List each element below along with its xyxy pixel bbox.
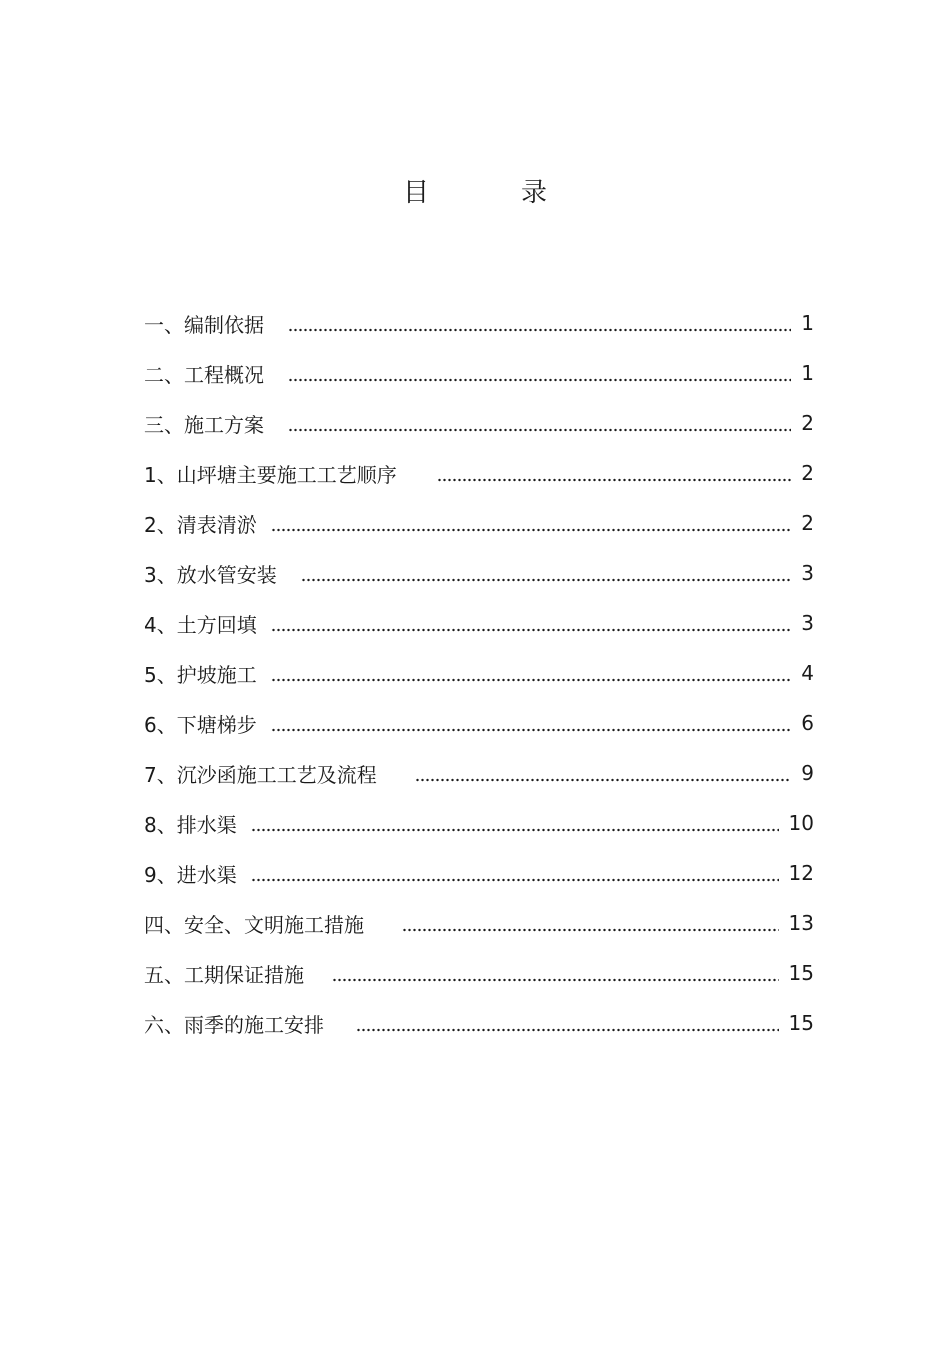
toc-entry-rainy-season[interactable] xyxy=(144,998,814,1048)
toc-leader-dots xyxy=(271,713,792,733)
toc-entry-label: 6、下塘梯步 xyxy=(144,712,257,737)
toc-entry-page: 1 xyxy=(801,361,814,385)
title-char-right: 录 xyxy=(521,178,548,208)
toc-entry-sediment-culvert[interactable] xyxy=(144,748,814,798)
toc-leader-dots xyxy=(288,413,791,433)
toc-leader-dots xyxy=(288,313,791,333)
toc-entry-clearing-dredging[interactable] xyxy=(144,498,814,548)
toc-leader-dots xyxy=(288,363,791,383)
toc-entry-label: 8、排水渠 xyxy=(144,812,237,837)
toc-leader-dots xyxy=(356,1013,779,1033)
toc-leader-dots xyxy=(251,813,779,833)
toc-entry-label: 四、安全、文明施工措施 xyxy=(144,912,364,937)
toc-entry-drainage-channel[interactable] xyxy=(144,798,814,848)
toc-leader-dots xyxy=(415,763,792,783)
toc-entry-page: 12 xyxy=(788,861,814,885)
toc-leader-dots xyxy=(402,913,779,933)
toc-entry-page: 4 xyxy=(801,661,814,685)
toc-entry-page: 2 xyxy=(801,461,814,485)
toc-entry-label: 一、编制依据 xyxy=(144,312,264,337)
toc-entry-label: 三、施工方案 xyxy=(144,412,264,437)
toc-leader-dots xyxy=(271,613,792,633)
toc-leader-dots xyxy=(271,513,792,533)
toc-entry-page: 9 xyxy=(801,761,814,785)
toc-entry-label: 六、雨季的施工安排 xyxy=(144,1012,324,1037)
toc-entry-label: 二、工程概况 xyxy=(144,362,264,387)
toc-entry-page: 10 xyxy=(788,811,814,835)
table-of-contents xyxy=(144,298,814,1048)
toc-entry-project-overview[interactable] xyxy=(144,348,814,398)
toc-entry-slope-protection[interactable] xyxy=(144,648,814,698)
toc-entry-page: 2 xyxy=(801,411,814,435)
toc-entry-page: 1 xyxy=(801,311,814,335)
toc-entry-page: 15 xyxy=(788,961,814,985)
title-char-left: 目 xyxy=(402,178,429,208)
toc-entry-pond-steps[interactable] xyxy=(144,698,814,748)
page-title xyxy=(0,176,950,210)
toc-leader-dots xyxy=(271,663,792,683)
toc-entry-label: 1、山坪塘主要施工工艺顺序 xyxy=(144,462,397,487)
toc-leader-dots xyxy=(437,463,792,483)
toc-entry-label: 3、放水管安装 xyxy=(144,562,277,587)
toc-entry-page: 6 xyxy=(801,711,814,735)
toc-entry-earth-backfill[interactable] xyxy=(144,598,814,648)
toc-entry-safety-measures[interactable] xyxy=(144,898,814,948)
toc-entry-label: 2、清表清淤 xyxy=(144,512,257,537)
toc-entry-schedule-guarantee[interactable] xyxy=(144,948,814,998)
toc-entry-page: 3 xyxy=(801,611,814,635)
toc-entry-inlet-channel[interactable] xyxy=(144,848,814,898)
toc-leader-dots xyxy=(251,863,779,883)
toc-entry-label: 9、进水渠 xyxy=(144,862,237,887)
toc-entry-label: 4、土方回填 xyxy=(144,612,257,637)
toc-entry-process-sequence[interactable] xyxy=(144,448,814,498)
toc-entry-page: 13 xyxy=(788,911,814,935)
toc-entry-drain-pipe-install[interactable] xyxy=(144,548,814,598)
toc-entry-page: 3 xyxy=(801,561,814,585)
toc-entry-label: 5、护坡施工 xyxy=(144,662,257,687)
toc-entry-label: 五、工期保证措施 xyxy=(144,962,304,987)
toc-entry-page: 2 xyxy=(801,511,814,535)
toc-leader-dots xyxy=(332,963,779,983)
toc-entry-page: 15 xyxy=(788,1011,814,1035)
toc-entry-label: 7、沉沙函施工工艺及流程 xyxy=(144,762,377,787)
toc-entry-construction-plan[interactable] xyxy=(144,398,814,448)
toc-entry-compile-basis[interactable] xyxy=(144,298,814,348)
toc-leader-dots xyxy=(301,563,792,583)
